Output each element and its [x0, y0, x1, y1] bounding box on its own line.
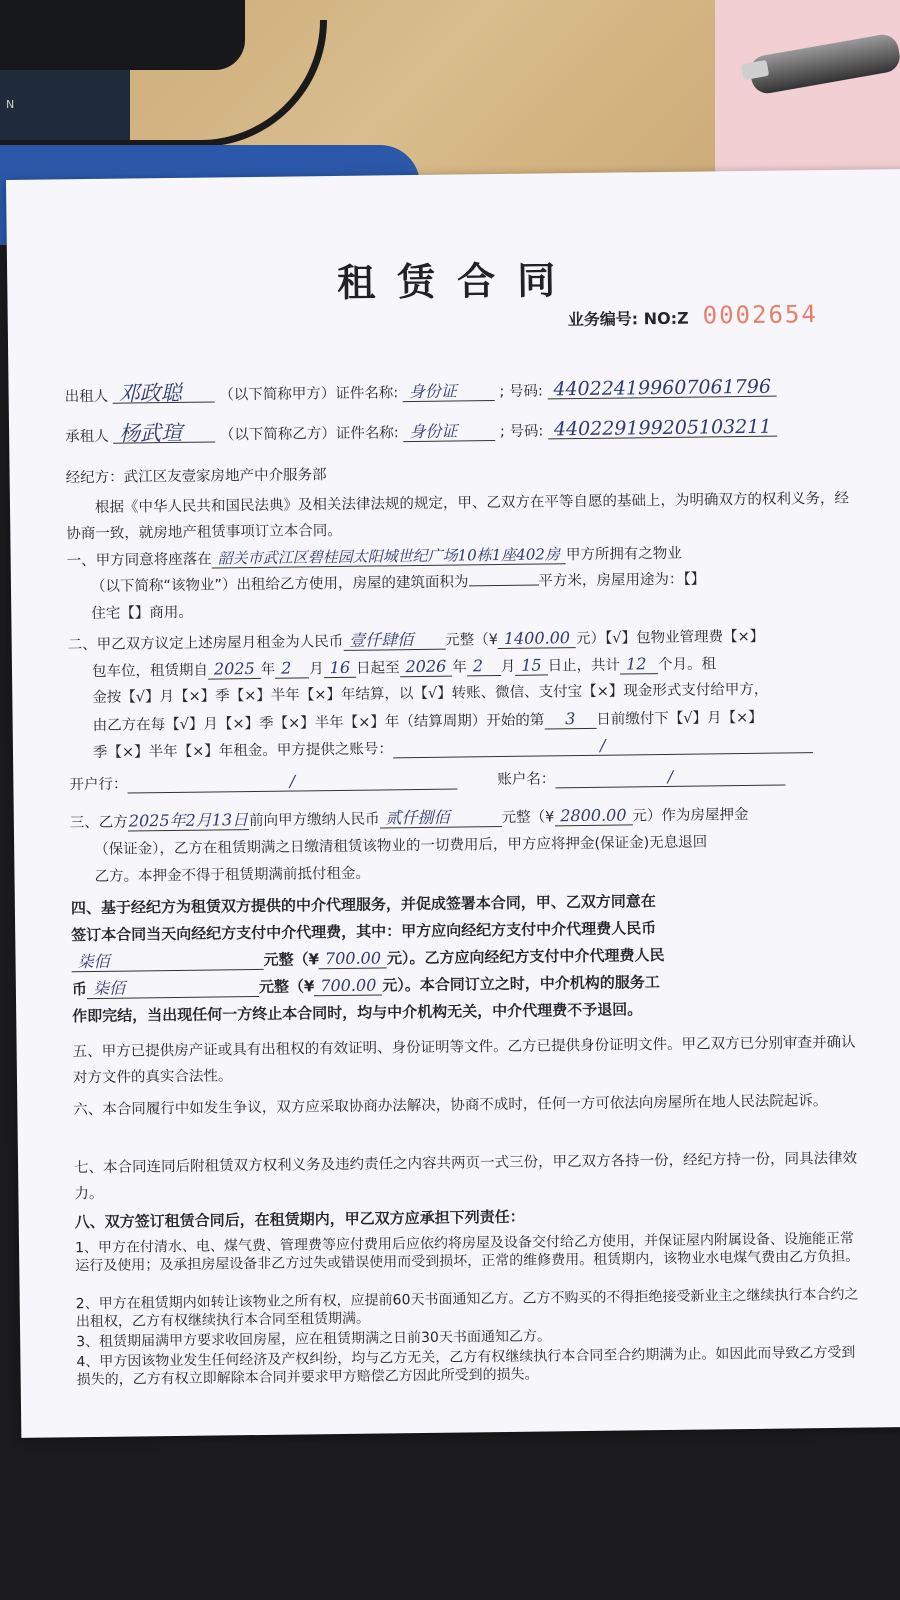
clause-8-item-3: 3、租赁期届满甲方要求收回房屋，应在租赁期满之日前30天书面通知乙方。: [76, 1328, 552, 1351]
lessor-id-type: 身份证: [403, 382, 495, 402]
lessee-suffix: （以下简称乙方）证件名称:: [219, 425, 399, 444]
area-blank: [469, 585, 539, 587]
clause-1-prefix: 一、甲方同意将座落在: [66, 551, 212, 570]
clause-3-line-3: 乙方。本押金不得于租赁期满前抵付租金。: [94, 865, 371, 885]
clause-3-c: 元整（¥: [501, 809, 555, 826]
clause-2-line-4a: 由乙方在每【√】月【×】季【×】半年【×】年（结算周期）开始的第: [92, 712, 545, 734]
clause-4-line-4: [72, 971, 862, 1000]
lessee-id-number: 440229199205103211: [548, 418, 778, 440]
lessee-id-label: ; 号码:: [499, 423, 544, 440]
clause-8-item-2: 2、甲方在租赁期内如转让该物业之所有权，应提前60天书面通知乙方。乙方不购买的不得拒绝接受新业主之继续执行本合约之出租权，乙方有权继续执行本合同至租赁期满。: [75, 1286, 859, 1331]
clause-6: 六、本合同履行中如发生争议，双方应采取协商办法解决，协商不成时，任何一方可依法向房屋所在地人民法院起诉。: [73, 1093, 828, 1119]
document-title: 租赁合同: [336, 258, 578, 305]
clause-4-d: 币: [71, 980, 88, 999]
clause-8-item-1: 1、甲方在付清水、电、煤气费、管理费等应付费用后应依约将房屋及设备交付给乙方使用，并保证屋内附属设备、设施能正常运行及使用；及承担房屋设备非乙方过失或错误使用而受到损坏，正常的维修费用。租赁期内，该物业水电煤气费由乙方负担。: [74, 1230, 860, 1275]
clause-2-c: 元）【√】包物业管理费【×】: [575, 628, 765, 648]
lessor-row: [65, 376, 855, 407]
clause-2-g: 日起至: [355, 660, 400, 677]
clause-4-e: 元整（¥: [258, 977, 315, 996]
clause-3-b: 前向甲方缴纳人民币: [249, 811, 380, 830]
clause-4-f: 元）。本合同订立之时，中介机构的服务工: [382, 973, 660, 995]
clause-2-line-5: [93, 733, 883, 762]
clause-2-line-1: [68, 626, 858, 655]
account-number-mark: /: [393, 734, 813, 758]
clause-2-f: 月: [309, 661, 324, 678]
rent-amount: 1400.00: [498, 629, 576, 649]
clause-2-e: 年: [260, 661, 276, 678]
agent-fee-b-amount: 700.00: [314, 976, 382, 996]
clause-2-line-5-text: 季【×】半年【×】年租金。甲方提供之账号：: [92, 741, 393, 761]
clause-4-b: 元整（¥: [263, 950, 320, 969]
start-day: 16: [324, 659, 357, 678]
clause-2-line-4b: 日前缴付下【√】月【×】: [596, 709, 763, 728]
account-holder-mark: /: [555, 767, 785, 789]
lessor-id-label: ; 号码:: [499, 383, 543, 400]
agent-line: 经纪方：武江区友壹家房地产中介服务部: [65, 467, 327, 487]
start-year: 2025: [208, 660, 261, 680]
clause-2-j: 日止，共计: [547, 657, 621, 675]
contract-paper: [6, 169, 900, 1438]
clause-2-line-3: 金按【√】月【×】季【×】半年【×】年结算，以【√】转账、微信、支付宝【×】现金形式支付给甲方，: [92, 681, 769, 706]
clause-4-line-5: 作即完结，当出现任何一方终止本合同时，均与中介机构无关，中介代理费不予退回。: [72, 1000, 643, 1026]
lessor-id-number: 440224199607061796: [547, 378, 777, 400]
clause-4-line-3: [71, 944, 861, 973]
clause-2-k: 个月。租: [658, 656, 717, 674]
clause-2-a: 二、甲乙双方议定上述房屋月租金为人民币: [67, 633, 344, 654]
contract-number: 0002654: [702, 300, 818, 330]
agent-fee-b-words: 柒佰: [87, 978, 259, 999]
clause-2-d: 包车位，租赁期自: [91, 662, 209, 680]
deposit-amount: 2800.00: [554, 806, 632, 826]
end-year: 2026: [399, 658, 452, 678]
start-month: 2: [275, 659, 309, 678]
deposit-in-words: 贰仟捌佰: [379, 808, 501, 828]
clause-3-d: 元）作为房屋押金: [632, 806, 749, 825]
clause-1-line-2a: （以下简称“该物业”）出租给乙方使用，房屋的建筑面积为: [90, 574, 469, 595]
lessor-suffix: （以下简称甲方）证件名称:: [219, 385, 399, 404]
clause-2-line-2: [92, 652, 882, 681]
clause-1-suffix: 甲方所拥有之物业: [565, 545, 682, 564]
end-day: 15: [515, 656, 548, 675]
agent-fee-a-words: 柒佰: [71, 951, 263, 972]
lessee-label: 承租人: [65, 428, 109, 446]
clause-2-i: 月: [500, 658, 516, 675]
clause-3-a: 三、乙方: [69, 814, 128, 832]
deposit-date: 2025年2月13日: [128, 810, 249, 831]
clause-3-line-2: （保证金），乙方在租赁期满之日缴清租赁该物业的一切费用后，甲方应将押金(保证金)无息退回: [94, 834, 708, 858]
bank-label: 开户行：: [69, 776, 128, 794]
clause-5: 五、甲方已提供房产证或具有出租权的有效证明、身份证明等文件。乙方已提供身份证明文件。甲乙双方已分别审查并确认对方文件的真实合法性。: [72, 1034, 856, 1087]
account-holder-label: 账户名：: [497, 771, 556, 789]
clause-4-line-2: 签订本合同当天向经纪方支付中介代理费，其中：甲方应向经纪方支付中介代理费人民币: [71, 919, 657, 945]
clause-8-item-4: 4、甲方因该物业发生任何经济及产权纠纷，均与乙方无关，乙方有权继续执行本合同至合约期满为止。如因此而导致乙方受到损失的，乙方有权立即解除本合同并要求甲方赔偿乙方因此所受到的损失。: [76, 1344, 856, 1389]
rent-in-words: 壹仟肆佰: [343, 631, 445, 651]
clause-2-line-4: [93, 706, 883, 735]
contract-number-row: [568, 300, 818, 331]
lessor-name: 邓政聪: [113, 383, 215, 403]
clause-1-line-3: 住宅【】商用。: [91, 604, 193, 622]
preamble: 根据《中华人民共和国民法典》及相关法律法规的规定，甲、乙双方在平等自愿的基础上，为明确双方的权利义务，经协商一致，就房地产租赁事项订立本合同。: [66, 490, 850, 543]
clause-2-b: 元整（¥: [445, 632, 498, 649]
clause-1-line-2: [91, 568, 881, 596]
clause-2-h: 年: [452, 659, 467, 676]
end-month: 2: [467, 657, 501, 676]
lessor-label: 出租人: [64, 388, 109, 406]
clause-1-line-1: [67, 542, 857, 571]
pay-day: 3: [544, 710, 596, 730]
bank-row: [69, 766, 859, 795]
clause-4-c: 元）。乙方应向经纪方支付中介代理费人民: [386, 946, 665, 968]
lessee-row: [65, 416, 855, 447]
clause-3-line-1: [70, 804, 860, 833]
bank-mark: /: [127, 771, 457, 794]
lessee-id-type: 身份证: [403, 422, 495, 442]
lessee-name: 杨武瑄: [113, 423, 215, 443]
clause-8-title: 八、双方签订租赁合同后，在租赁期内，甲乙双方应承担下列责任：: [74, 1207, 525, 1232]
clause-1-line-2b: 平方米，房屋用途为：【】: [538, 571, 706, 590]
clause-7: 七、本合同连同后附租赁双方权利义务及违约责任之内容共两页一式三份，甲乙双方各持一份，经纪方持一份，同具法律效力。: [73, 1150, 858, 1203]
lease-months: 12: [620, 655, 658, 674]
property-address: 韶关市武江区碧桂园太阳城世纪广场10栋1座402房: [212, 545, 566, 568]
mat-label: N: [6, 98, 15, 111]
contract-number-label: 业务编号: NO:Z: [567, 308, 689, 330]
clause-4-line-1: 四、基于经纪方为租赁双方提供的中介代理服务，并促成签署本合同，甲、乙双方同意在: [70, 892, 656, 918]
agent-fee-a-amount: 700.00: [319, 949, 387, 969]
